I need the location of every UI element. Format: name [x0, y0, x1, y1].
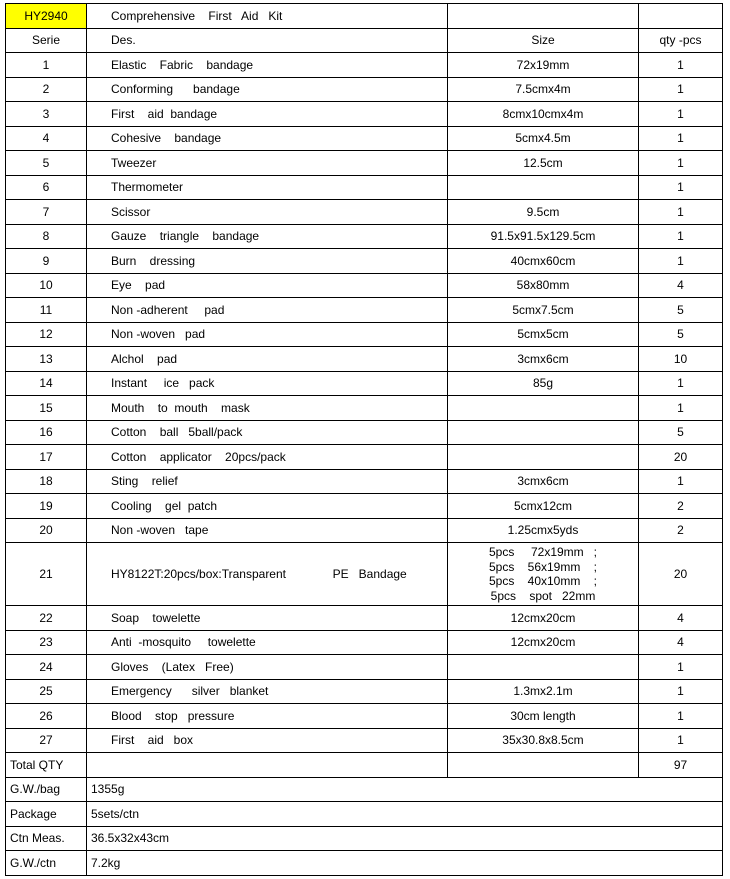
footer-value: 7.2kg	[87, 851, 723, 876]
footer-row	[6, 802, 723, 827]
header-empty-cell	[448, 4, 639, 29]
table-row	[6, 469, 723, 494]
footer-label: G.W./ctn	[6, 851, 87, 876]
item-size: 5cmx4.5m	[448, 126, 639, 151]
item-description: Non -adherent pad	[87, 298, 448, 323]
table-row	[6, 200, 723, 225]
table-row	[6, 606, 723, 631]
table-row	[6, 77, 723, 102]
item-description: Burn dressing	[87, 249, 448, 274]
item-qty: 1	[639, 679, 723, 704]
item-qty: 4	[639, 630, 723, 655]
item-serie: 2	[6, 77, 87, 102]
item-description: Sting relief	[87, 469, 448, 494]
item-description: Blood stop pressure	[87, 704, 448, 729]
footer-row	[6, 777, 723, 802]
item-qty: 1	[639, 200, 723, 225]
table-row	[6, 224, 723, 249]
item-qty: 20	[639, 445, 723, 470]
total-qty: 97	[639, 753, 723, 778]
item-description: Non -woven pad	[87, 322, 448, 347]
item-size: 5cmx7.5cm	[448, 298, 639, 323]
item-qty: 1	[639, 704, 723, 729]
item-description: Anti -mosquito towelette	[87, 630, 448, 655]
total-empty-cell	[87, 753, 448, 778]
item-description: Cotton applicator 20pcs/pack	[87, 445, 448, 470]
item-serie: 12	[6, 322, 87, 347]
item-description: Cooling gel patch	[87, 494, 448, 519]
item-description: Mouth to mouth mask	[87, 396, 448, 421]
item-serie: 5	[6, 151, 87, 176]
item-qty: 5	[639, 298, 723, 323]
item-serie: 20	[6, 518, 87, 543]
item-size	[448, 420, 639, 445]
table-row	[6, 53, 723, 78]
item-serie: 26	[6, 704, 87, 729]
item-size: 12cmx20cm	[448, 630, 639, 655]
table-row	[6, 371, 723, 396]
footer-value: 36.5x32x43cm	[87, 826, 723, 851]
item-serie: 25	[6, 679, 87, 704]
total-empty-cell	[448, 753, 639, 778]
table-row	[6, 298, 723, 323]
item-qty: 4	[639, 606, 723, 631]
column-header-row	[6, 28, 723, 53]
table-row	[6, 249, 723, 274]
item-serie: 4	[6, 126, 87, 151]
header-row	[6, 4, 723, 29]
table-row	[6, 543, 723, 606]
item-description: Gloves (Latex Free)	[87, 655, 448, 680]
item-serie: 6	[6, 175, 87, 200]
footer-value: 1355g	[87, 777, 723, 802]
item-description: Emergency silver blanket	[87, 679, 448, 704]
item-size: 3cmx6cm	[448, 469, 639, 494]
item-serie: 1	[6, 53, 87, 78]
column-header-size: Size	[448, 28, 639, 53]
item-qty: 1	[639, 102, 723, 127]
item-qty: 2	[639, 518, 723, 543]
item-description: Cohesive bandage	[87, 126, 448, 151]
table-row	[6, 679, 723, 704]
item-description: Eye pad	[87, 273, 448, 298]
item-serie: 23	[6, 630, 87, 655]
total-row	[6, 753, 723, 778]
item-size: 35x30.8x8.5cm	[448, 728, 639, 753]
item-size	[448, 445, 639, 470]
model-number: HY2940	[6, 4, 87, 29]
item-qty: 1	[639, 126, 723, 151]
footer-label: Package	[6, 802, 87, 827]
table-row	[6, 494, 723, 519]
item-size: 12.5cm	[448, 151, 639, 176]
item-serie: 3	[6, 102, 87, 127]
item-size: 5cmx12cm	[448, 494, 639, 519]
item-size-line: 5pcs 56x19mm ;	[488, 559, 598, 574]
table-row	[6, 655, 723, 680]
item-size: 9.5cm	[448, 200, 639, 225]
table-row	[6, 445, 723, 470]
header-empty-cell	[639, 4, 723, 29]
total-label: Total QTY	[6, 753, 87, 778]
item-size: 1.25cmx5yds	[448, 518, 639, 543]
item-qty: 1	[639, 77, 723, 102]
item-qty: 10	[639, 347, 723, 372]
footer-label: G.W./bag	[6, 777, 87, 802]
footer-label: Ctn Meas.	[6, 826, 87, 851]
item-description: HY8122T:20pcs/box:Transparent PE Bandage	[87, 543, 448, 606]
item-size	[448, 655, 639, 680]
item-serie: 17	[6, 445, 87, 470]
table-row	[6, 347, 723, 372]
item-description: Gauze triangle bandage	[87, 224, 448, 249]
item-serie: 8	[6, 224, 87, 249]
item-description: First aid box	[87, 728, 448, 753]
item-qty: 1	[639, 249, 723, 274]
item-qty: 5	[639, 420, 723, 445]
item-description: Conforming bandage	[87, 77, 448, 102]
item-size: 8cmx10cmx4m	[448, 102, 639, 127]
kit-title: Comprehensive First Aid Kit	[87, 4, 448, 29]
item-size	[448, 543, 639, 606]
item-size: 72x19mm	[448, 53, 639, 78]
table-row	[6, 126, 723, 151]
item-description: Cotton ball 5ball/pack	[87, 420, 448, 445]
item-size: 1.3mx2.1m	[448, 679, 639, 704]
table-row	[6, 175, 723, 200]
item-description: Tweezer	[87, 151, 448, 176]
item-qty: 20	[639, 543, 723, 606]
table-row	[6, 704, 723, 729]
item-qty: 1	[639, 655, 723, 680]
table-row	[6, 728, 723, 753]
table-row	[6, 396, 723, 421]
footer-row	[6, 826, 723, 851]
item-size: 3cmx6cm	[448, 347, 639, 372]
item-size-line: 5pcs spot 22mm	[490, 588, 596, 603]
item-size	[448, 396, 639, 421]
item-description: Elastic Fabric bandage	[87, 53, 448, 78]
item-serie: 19	[6, 494, 87, 519]
item-size: 85g	[448, 371, 639, 396]
column-header-des: Des.	[87, 28, 448, 53]
item-serie: 15	[6, 396, 87, 421]
table-row	[6, 630, 723, 655]
item-qty: 1	[639, 371, 723, 396]
table-row	[6, 518, 723, 543]
column-header-qty: qty -pcs	[639, 28, 723, 53]
item-serie: 7	[6, 200, 87, 225]
item-serie: 21	[6, 543, 87, 606]
item-description: First aid bandage	[87, 102, 448, 127]
item-serie: 14	[6, 371, 87, 396]
item-size: 30cm length	[448, 704, 639, 729]
item-qty: 1	[639, 175, 723, 200]
footer-row	[6, 851, 723, 876]
item-size	[448, 175, 639, 200]
table-row	[6, 151, 723, 176]
footer-value: 5sets/ctn	[87, 802, 723, 827]
table-row	[6, 420, 723, 445]
item-size: 91.5x91.5x129.5cm	[448, 224, 639, 249]
item-qty: 4	[639, 273, 723, 298]
item-serie: 11	[6, 298, 87, 323]
item-qty: 1	[639, 151, 723, 176]
item-serie: 10	[6, 273, 87, 298]
item-description: Soap towelette	[87, 606, 448, 631]
item-serie: 22	[6, 606, 87, 631]
item-qty: 1	[639, 728, 723, 753]
item-qty: 2	[639, 494, 723, 519]
item-size: 5cmx5cm	[448, 322, 639, 347]
item-serie: 13	[6, 347, 87, 372]
item-serie: 9	[6, 249, 87, 274]
item-serie: 24	[6, 655, 87, 680]
item-qty: 1	[639, 53, 723, 78]
item-serie: 27	[6, 728, 87, 753]
item-serie: 16	[6, 420, 87, 445]
item-size-line: 5pcs 40x10mm ;	[488, 574, 598, 588]
item-qty: 1	[639, 224, 723, 249]
item-description: Scissor	[87, 200, 448, 225]
item-size: 40cmx60cm	[448, 249, 639, 274]
item-size-line: 5pcs 72x19mm ;	[488, 545, 598, 559]
item-description: Alchol pad	[87, 347, 448, 372]
item-size: 58x80mm	[448, 273, 639, 298]
item-qty: 5	[639, 322, 723, 347]
item-qty: 1	[639, 396, 723, 421]
table-row	[6, 322, 723, 347]
first-aid-kit-spec-table	[5, 3, 723, 876]
table-row	[6, 102, 723, 127]
item-size: 7.5cmx4m	[448, 77, 639, 102]
item-description: Thermometer	[87, 175, 448, 200]
item-qty: 1	[639, 469, 723, 494]
item-size: 12cmx20cm	[448, 606, 639, 631]
item-description: Non -woven tape	[87, 518, 448, 543]
item-description: Instant ice pack	[87, 371, 448, 396]
column-header-serie: Serie	[6, 28, 87, 53]
item-serie: 18	[6, 469, 87, 494]
table-row	[6, 273, 723, 298]
